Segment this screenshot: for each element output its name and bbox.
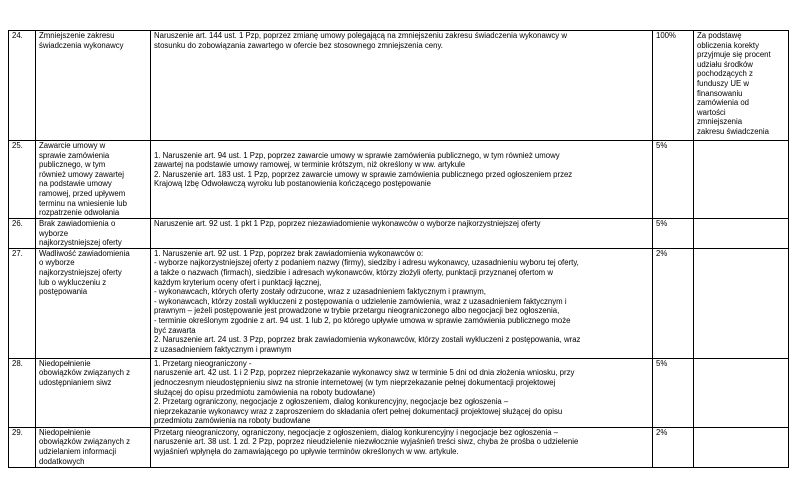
row-number-cell	[9, 427, 36, 467]
irregularity-description-line: - wykonawcach, którzy zostali wykluczeni z postępowania o udzielenie zamówienia, wraz z uzasadnieniem faktycznym i	[154, 296, 567, 306]
irregularity-name-line: Brak zawiadomienia o	[39, 219, 116, 228]
irregularity-name-line: ramowej, przed upływem	[39, 188, 126, 198]
remarks-line: zakresu świadczenia	[697, 126, 769, 136]
irregularity-description-cell	[151, 248, 653, 358]
table-row	[9, 141, 789, 219]
correction-rate: 5%	[656, 219, 668, 228]
irregularity-description-line: wyjaśnień wpłynęła do zamawiającego po upływie terminów określonych w ww. artykule.	[154, 446, 459, 456]
row-number: 29.	[12, 427, 23, 437]
irregularity-name-line: również umowy zawartej	[39, 169, 124, 179]
remarks-line: przyjmuje się procent	[697, 50, 771, 60]
irregularity-description-line: Naruszenie art. 92 ust. 1 pkt 1 Pzp, poprzez niezawiadomienie wykonawców o wyborze najkorzystniejszej oferty	[154, 219, 541, 228]
table-row	[9, 248, 789, 358]
irregularity-name-cell	[36, 358, 151, 427]
irregularity-description-line: - terminie określonym zgodnie z art. 94 ust. 1 lub 2, po którego upływie umowa w sprawie zamówienia publicznego może	[154, 315, 571, 325]
irregularity-name-line: sprawie zamówienia	[39, 150, 110, 160]
remarks-line: funduszy UE w	[697, 78, 750, 88]
correction-rate: 5%	[656, 141, 668, 150]
remarks-line: finansowaniu	[697, 88, 743, 98]
irregularity-name-cell	[36, 219, 151, 249]
remarks-cell	[694, 141, 789, 219]
irregularity-description-line: nieprzekazanie wykonawcy wraz z zaproszeniem do składania ofert pełnej dokumentacji projektowej służącej do opisu	[154, 406, 563, 416]
row-number: 28.	[12, 358, 23, 368]
irregularity-description-line: Naruszenie art. 144 ust. 1 Pzp, poprzez zmianę umowy polegającą na zmniejszeniu zakresu świadczenia wykonawcy w	[154, 31, 568, 40]
remarks-line: zmniejszenia	[697, 117, 743, 127]
irregularity-description-line: być zawarta	[154, 325, 196, 335]
table-row	[9, 358, 789, 427]
irregularity-name-cell	[36, 248, 151, 358]
irregularity-description-line: stosunku do zobowiązania zawartego w ofercie bez stosownego zmniejszenia ceny.	[154, 40, 443, 50]
irregularity-name-cell	[36, 31, 151, 141]
irregularity-description-line: Krajową Izbę Odwoławczą wyroku lub postanowienia kończącego postępowanie	[154, 179, 431, 189]
correction-rate: 2%	[656, 248, 668, 258]
correction-rate: 5%	[656, 358, 668, 368]
remarks-line: wartości	[697, 107, 726, 117]
irregularity-name-line: udzielaniem informacji	[39, 446, 117, 456]
irregularity-description-line: zawartej na podstawie umowy ramowej, w terminie krótszym, niż określony w ww. artykule	[154, 160, 466, 170]
row-number: 25.	[12, 141, 23, 150]
remarks-cell	[694, 427, 789, 467]
irregularity-name-line: na podstawie umowy	[39, 179, 112, 189]
remarks-line: zamówienia od	[697, 98, 750, 108]
correction-rate: 2%	[656, 427, 668, 437]
irregularity-description-line: jednoczesnym nieudostępnieniu siwz na stronie internetowej (w tym nieprzekazanie pełnej dokumentacji projektowej	[154, 377, 556, 387]
irregularity-name-line: Wadliwość zawiadomienia	[39, 248, 130, 258]
remarks-cell	[694, 219, 789, 249]
irregularity-name-line: rozpatrzenie odwołania	[39, 208, 120, 218]
row-number-cell	[9, 219, 36, 249]
irregularity-description-line: 2. Naruszenie art. 24 ust. 3 Pzp, poprzez brak zawiadomienia wykonawców, którzy zostali wykluczeni z postępowania, wraz	[154, 335, 581, 345]
irregularity-description-line: przedmiotu zamówienia na roboty budowlane	[154, 416, 311, 426]
irregularity-description-line: służącej do opisu przedmiotu zamówienia na roboty budowlane)	[154, 387, 376, 397]
irregularity-name-line: najkorzystniejszej oferty	[39, 267, 122, 277]
remarks-cell	[694, 31, 789, 141]
irregularity-name-line: najkorzystniejszej oferty	[39, 238, 122, 248]
irregularity-description-line: - wykonawcach, których oferty zostały odrzucone, wraz z uzasadnieniem faktycznym i prawnym,	[154, 287, 486, 297]
correction-rate-cell	[653, 31, 694, 141]
irregularity-name-cell	[36, 141, 151, 219]
correction-rate-cell	[653, 248, 694, 358]
irregularity-name-line: Niedopełnienie	[39, 427, 91, 437]
row-number-cell	[9, 141, 36, 219]
irregularity-name-line: wyborze	[39, 228, 69, 238]
table-row	[9, 219, 789, 249]
irregularity-name-line: o wyborze	[39, 258, 75, 268]
irregularity-name-line: obowiązków związanych z	[39, 368, 131, 378]
irregularity-description-line: a także o nazwach (firmach), siedzibie i adresach wykonawców, którzy złożyli oferty, punktacji przyznanej ofertom w	[154, 267, 553, 277]
correction-rate: 100%	[656, 31, 676, 40]
irregularity-name-line: obowiązków związanych z	[39, 437, 131, 447]
irregularity-description-line: prawnym – jeżeli postępowanie jest prowadzone w trybie przetargu nieograniczonego albo negocjacji bez ogłoszenia,	[154, 306, 560, 316]
table-row	[9, 31, 789, 141]
irregularity-name-line: Niedopełnienie	[39, 358, 91, 368]
irregularity-description-cell	[151, 31, 653, 141]
irregularity-name-line: Zawarcie umowy w	[39, 141, 106, 150]
row-number: 27.	[12, 248, 23, 258]
irregularity-name-line: publicznego, w tym	[39, 160, 106, 170]
irregularity-name-line: lub o wykluczeniu z	[39, 277, 107, 287]
correction-rate-cell	[653, 427, 694, 467]
irregularity-description-line: z uzasadnieniem faktycznym i prawnym	[154, 344, 292, 354]
remarks-line: obliczenia korekty	[697, 40, 759, 50]
remarks-cell	[694, 358, 789, 427]
irregularity-description-line: naruszenie art. 42 ust. 1 i 2 Pzp, poprzez nieprzekazanie wykonawcy siwz w terminie 5 dni od dnia złożenia wniosku, przy	[154, 368, 575, 378]
irregularity-name-line: postępowania	[39, 287, 88, 297]
remarks-line: pochodzących z	[697, 69, 753, 79]
irregularity-name-line: świadczenia wykonawcy	[39, 40, 124, 50]
irregularity-description-line: - wyborze najkorzystniejszej oferty z podaniem nazwy (firmy), siedziby i adresu wykonawcy, uzasadnieniu wyboru tej oferty,	[154, 258, 579, 268]
correction-rate-cell	[653, 219, 694, 249]
row-number-cell	[9, 358, 36, 427]
irregularity-description-line: 2. Przetarg ograniczony, negocjacje z ogłoszeniem, dialog konkurencyjny, negocjacje bez ogłoszenia –	[154, 397, 509, 407]
row-number: 24.	[12, 31, 23, 40]
row-number-cell	[9, 31, 36, 141]
row-number: 26.	[12, 219, 23, 228]
irregularity-description-line: każdym kryterium oceny ofert i punktacji łącznej,	[154, 277, 322, 287]
irregularity-name-cell	[36, 427, 151, 467]
irregularity-description-line: 1. Naruszenie art. 92 ust. 1 Pzp, poprzez brak zawiadomienia wykonawców o:	[154, 248, 424, 258]
remarks-cell	[694, 248, 789, 358]
corrections-table	[8, 30, 789, 468]
irregularity-description-cell	[151, 427, 653, 467]
irregularity-description-cell	[151, 141, 653, 219]
irregularity-name-line: Zmniejszenie zakresu	[39, 31, 115, 40]
irregularity-description-line: Przetarg nieograniczony, ograniczony, negocjacje z ogłoszeniem, dialog konkurencyjny i negocjacje bez ogłoszenia –	[154, 427, 559, 437]
irregularity-name-line: terminu na wniesienie lub	[39, 198, 127, 208]
irregularity-description-line	[154, 141, 649, 151]
irregularity-description-line: 2. Naruszenie art. 183 ust. 1 Pzp, poprzez zawarcie umowy w sprawie zamówienia publicznego przed ogłoszeniem przez	[154, 169, 573, 179]
irregularity-name-line: dodatkowych	[39, 456, 85, 466]
irregularity-description-line: 1. Naruszenie art. 94 ust. 1 Pzp, poprzez zawarcie umowy w sprawie zamówienia publicznego, w tym również umowy	[154, 150, 560, 160]
remarks-line: udziału środków	[697, 59, 753, 69]
irregularity-description-cell	[151, 219, 653, 249]
row-number-cell	[9, 248, 36, 358]
table-row	[9, 427, 789, 467]
irregularity-description-line: 1. Przetarg nieograniczony -	[154, 358, 252, 368]
remarks-line: Za podstawę	[697, 31, 742, 40]
irregularity-description-line: naruszenie art. 38 ust. 1 zd. 2 Pzp, poprzez nieudzielenie niezwłocznie wyjaśnień treści siwz, chyba że prośba o udzielenie	[154, 437, 579, 447]
irregularity-name-line: udostępnianiem siwz	[39, 377, 112, 387]
irregularity-description-cell	[151, 358, 653, 427]
correction-rate-cell	[653, 141, 694, 219]
correction-rate-cell	[653, 358, 694, 427]
